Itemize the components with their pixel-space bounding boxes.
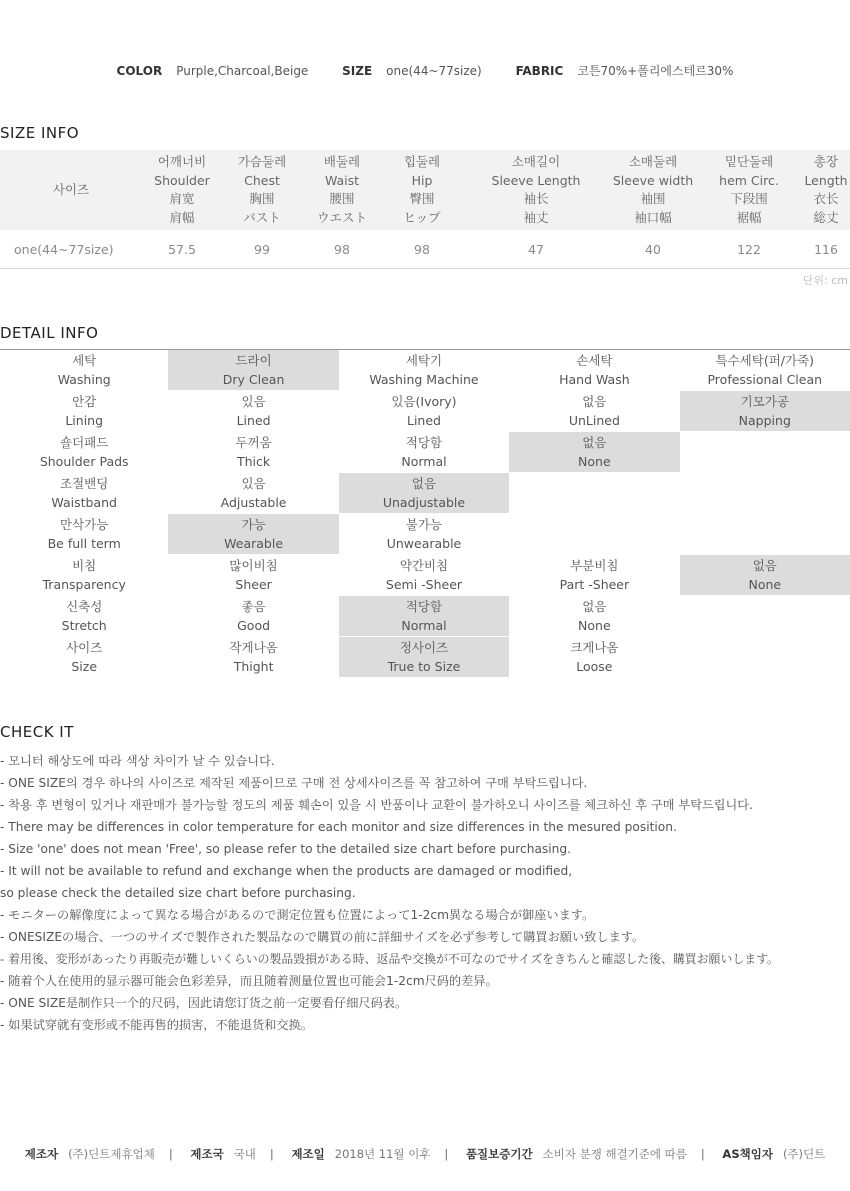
detail-row [0,596,850,637]
detail-row-label: 신축성 Stretch [0,596,168,637]
check-it-notes [0,750,850,1036]
detail-info-table [0,349,850,678]
size-col-length: 총장 Length 衣长 総丈 [804,154,848,225]
detail-option-selected: 없음 Unadjustable [339,473,509,514]
detail-row [0,350,850,391]
fabric-label: FABRIC [515,64,564,78]
detail-row-label: 숄더패드 Shoulder Pads [0,432,168,473]
detail-row [0,637,850,678]
check-it-title: CHECK IT [0,723,74,741]
unit-note: 단위: cm [802,274,848,287]
detail-option-selected: 없음 None [680,555,850,596]
detail-option [680,432,850,473]
as-value: (주)딘트 [782,1147,826,1161]
color-label: COLOR [116,64,163,78]
size-info-title: SIZE INFO [0,124,80,142]
size-value-length: 116 [802,230,850,269]
maker-label: 제조자 [24,1147,59,1161]
product-spec-line [0,62,850,79]
fabric-value: 코튼70%+폴리에스테르30% [577,64,734,78]
detail-row-label: 만삭가능 Be full term [0,514,168,555]
detail-row [0,514,850,555]
note-line: - 착용 후 변형이 있거나 재판매가 불가능할 정도의 제품 훼손이 있을 시 반품이나 교환이 불가하오니 사이즈를 체크하신 후 구매 부탁드립니다. [0,798,753,812]
size-value-hem: 122 [696,230,802,269]
country-value: 국내 [233,1147,256,1161]
detail-option [509,473,679,514]
detail-option: 특수세탁(퍼/가죽) Professional Clean [680,350,850,391]
size-col-shoulder: 어깨너비 Shoulder 肩宽 肩幅 [154,154,210,225]
detail-option [680,596,850,637]
detail-option: 있음 Lined [168,391,338,432]
detail-row-label: 안감 Lining [0,391,168,432]
size-col-sleeve-length: 소매길이 Sleeve Length 袖长 袖丈 [491,154,581,225]
detail-option [680,473,850,514]
detail-option: 없음 UnLined [509,391,679,432]
note-line: so please check the detailed size chart before purchasing. [0,886,356,900]
separator: | [168,1147,173,1161]
note-line: - There may be differences in color temperature for each monitor and size differences in the mesured position. [0,820,677,834]
note-line: - ONESIZEの場合、一つのサイズで製作された製品なので購買の前に詳細サイズを必ず参考して購買お願い致します。 [0,930,645,944]
detail-row [0,473,850,514]
separator: | [444,1147,449,1161]
detail-option: 있음 Adjustable [168,473,338,514]
detail-option-selected: 정사이즈 True to Size [339,637,509,678]
size-col-hem: 밑단둘레 hem Circ. 下段围 裾幅 [719,154,779,225]
detail-option: 부분비침 Part -Sheer [509,555,679,596]
size-col-waist: 배둘레 Waist 腰围 ウエスト [316,154,367,225]
detail-option-selected: 드라이 Dry Clean [168,350,338,391]
size-info-table [0,150,850,269]
detail-info-title: DETAIL INFO [0,324,99,342]
as-label: AS책임자 [722,1147,773,1161]
detail-option: 두꺼움 Thick [168,432,338,473]
size-table-header [0,150,850,230]
detail-option-selected: 가능 Wearable [168,514,338,555]
detail-option: 적당함 Normal [339,432,509,473]
detail-row [0,432,850,473]
detail-option: 많이비침 Sheer [168,555,338,596]
size-value-hip: 98 [382,230,462,269]
note-line: - ONE SIZE의 경우 하나의 사이즈로 제작된 제품이므로 구매 전 상세사이즈를 꼭 참고하여 구매 부탁드립니다. [0,776,588,790]
detail-row-label: 조절밴딩 Waistband [0,473,168,514]
size-row-label: one(44~77size) [0,230,142,269]
detail-option: 세탁기 Washing Machine [339,350,509,391]
date-label: 제조일 [291,1147,325,1161]
separator: | [269,1147,274,1161]
size-header-label: 사이즈 [52,181,90,197]
country-label: 제조국 [190,1147,224,1161]
detail-row [0,555,850,596]
detail-row-label: 비침 Transparency [0,555,168,596]
detail-option: 좋음 Good [168,596,338,637]
note-line: - It will not be available to refund and exchange when the products are damaged or modified, [0,864,573,878]
note-line: - ONE SIZE是制作只一个的尺码，因此请您订货之前一定要看仔细尺码表。 [0,996,408,1010]
size-label: SIZE [342,64,373,78]
detail-option [509,514,679,555]
size-col-hip: 힙둘레 Hip 臀围 ヒップ [403,154,441,225]
size-col-sleeve-width: 소매둘레 Sleeve width 袖围 袖口幅 [612,154,694,225]
size-value-sleeve-width: 40 [610,230,696,269]
detail-option: 약간비침 Semi -Sheer [339,555,509,596]
size-value-shoulder: 57.5 [142,230,222,269]
detail-option-selected: 적당함 Normal [339,596,509,637]
detail-option: 손세탁 Hand Wash [509,350,679,391]
color-value: Purple,Charcoal,Beige [176,64,309,78]
note-line: - Size 'one' does not mean 'Free', so please refer to the detailed size chart before purchasing. [0,842,571,856]
date-value: 2018년 11월 이후 [334,1147,431,1161]
warranty-label: 품질보증기간 [465,1147,533,1161]
detail-option: 작게나옴 Thight [168,637,338,678]
separator: | [700,1147,705,1161]
note-line: - 如果试穿就有变形或不能再售的损害，不能退货和交换。 [0,1018,313,1032]
maker-value: (주)딘트제휴업체 [68,1147,155,1161]
note-line: - 모니터 해상도에 따라 색상 차이가 날 수 있습니다. [0,754,275,768]
size-value: one(44~77size) [386,64,482,78]
detail-option: 불가능 Unwearable [339,514,509,555]
detail-option: 크게나옴 Loose [509,637,679,678]
note-line: - モニターの解像度によって異なる場合があるので測定位置も位置によって1-2cm異なる場合が御座います。 [0,908,595,922]
size-col-chest: 가슴둘레 Chest 胸围 バスト [237,154,287,225]
note-line: - 着用後、変形があったり再販売が難しいくらいの製品毀損がある時、返品や交換が不可なのでサイズをきちんと確認した後、購買お願いします。 [0,952,779,966]
detail-option [680,637,850,678]
size-value-chest: 99 [222,230,302,269]
note-line: - 随着个人在使用的显示器可能会色彩差异，而且随着测量位置也可能会1-2cm尺码的差异。 [0,974,498,988]
detail-row-label: 사이즈 Size [0,637,168,678]
detail-row [0,391,850,432]
detail-option-selected: 없음 None [509,432,679,473]
size-value-sleeve-length: 47 [462,230,610,269]
detail-option: 없음 None [509,596,679,637]
detail-option-selected: 기모가공 Napping [680,391,850,432]
size-table-row [0,230,850,269]
size-value-waist: 98 [302,230,382,269]
manufacturer-info-footer [0,1146,850,1162]
warranty-value: 소비자 분쟁 해결기준에 따름 [542,1147,687,1161]
detail-option [680,514,850,555]
detail-row-label: 세탁 Washing [0,350,168,391]
detail-option: 있음(Ivory) Lined [339,391,509,432]
